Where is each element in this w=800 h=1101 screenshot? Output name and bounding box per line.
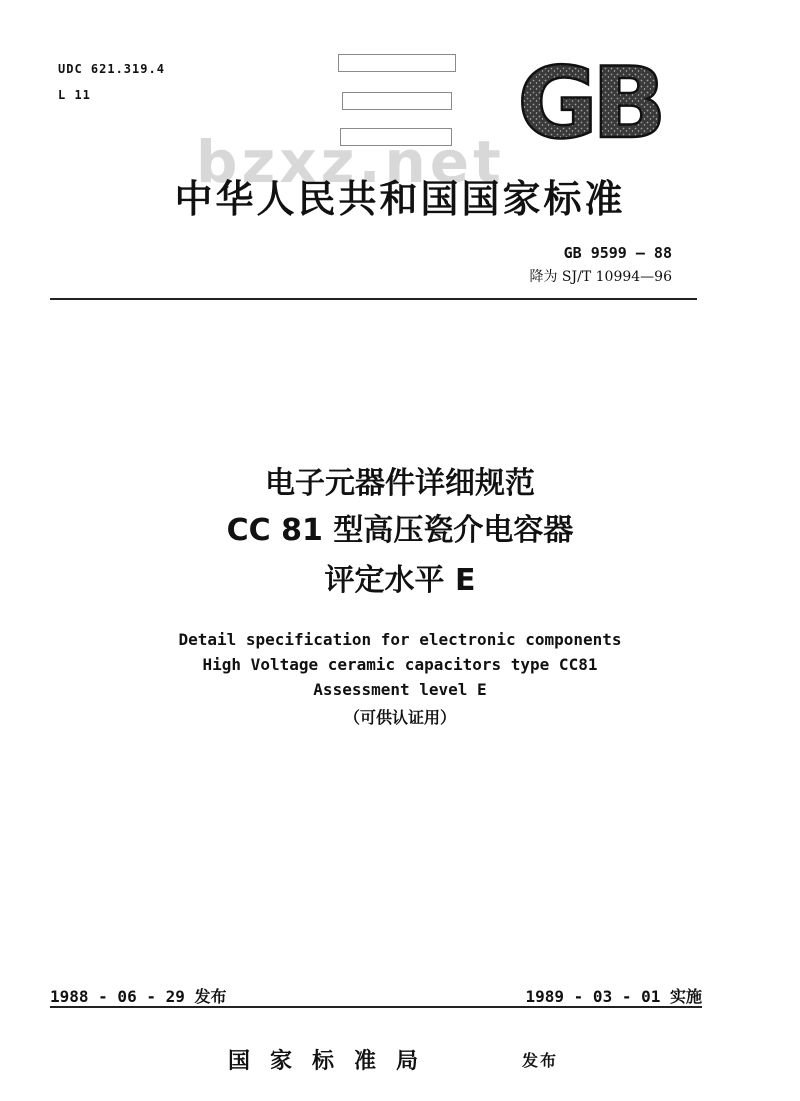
standard-number: GB 9599 — 88	[563, 244, 672, 262]
replaced-by-note: 降为 SJ/T 10994—96	[529, 269, 672, 285]
title-en-note: （可供认证用）	[343, 708, 456, 727]
udc-code: UDC 621.319.4	[58, 62, 165, 76]
national-standard-title: 中华人民共和国国家标准	[174, 177, 626, 221]
title-en-line3: Assessment level E	[313, 680, 487, 699]
class-code: L 11	[58, 88, 91, 102]
blank-field-1	[338, 54, 456, 72]
classification-codes	[58, 56, 165, 108]
footer-divider	[50, 1006, 702, 1008]
header-divider	[50, 298, 697, 300]
title-en-line1: Detail specification for electronic components	[178, 630, 622, 649]
title-cn-line2: CC 81 型高压瓷介电容器	[226, 513, 574, 548]
effective-date: 1989 - 03 - 01 实施	[525, 987, 702, 1006]
blank-field-2	[342, 92, 452, 110]
gb-logo	[508, 55, 670, 147]
issue-date: 1988 - 06 - 29 发布	[50, 987, 227, 1006]
watermark: bzxz.net	[196, 128, 505, 196]
gb-logo-text: GB	[517, 55, 661, 147]
title-cn-line3: 评定水平 E	[324, 563, 476, 598]
title-cn-line1: 电子元器件详细规范	[265, 466, 535, 501]
publisher-action: 发布	[522, 1051, 559, 1070]
publisher-name: 国家标准局	[228, 1049, 439, 1074]
title-en-line2: High Voltage ceramic capacitors type CC81	[202, 655, 598, 674]
